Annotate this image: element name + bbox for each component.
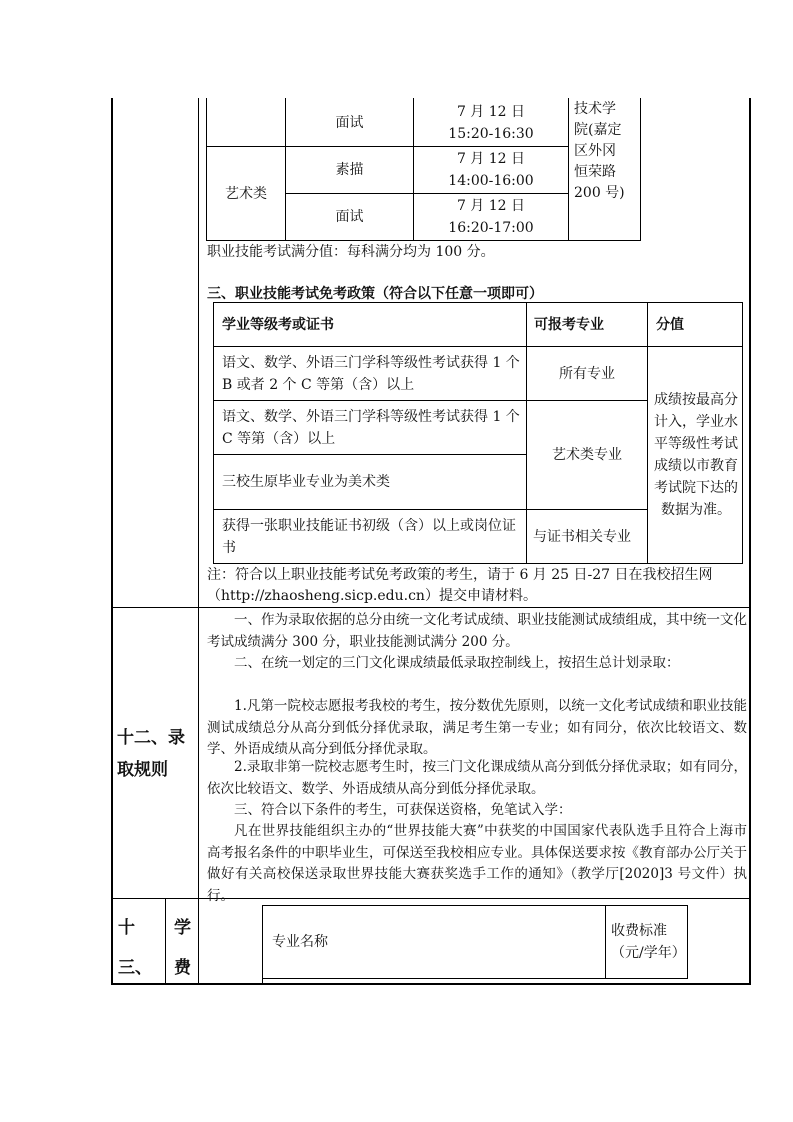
location-line: 区外冈	[574, 143, 616, 159]
grid-line	[213, 563, 743, 564]
admission-paragraph: 三、符合以下条件的考生，可获保送资格，免笔试入学：	[234, 802, 572, 818]
header-cert: 学业等级考或证书	[222, 316, 334, 333]
full-score-note: 职业技能考试满分值：每科满分均为 100 分。	[207, 244, 495, 260]
cert-cell: 语文、数学、外语三门学科等级性考试获得 1 个 B 或者 2 个 C 等第（含）以上	[222, 354, 520, 393]
major-cell: 所有专业	[559, 365, 615, 382]
location-line: 技术学	[574, 101, 616, 117]
schedule-category: 艺术类	[225, 185, 267, 202]
grid-line	[647, 302, 648, 564]
outer-border-right	[749, 98, 751, 984]
schedule-date: 7 月 12 日	[456, 198, 526, 214]
section-13-label-line: 十	[118, 918, 135, 938]
schedule-datetime	[414, 99, 568, 146]
section-13-label-line: 三、	[118, 958, 152, 978]
fees-label-divider	[165, 898, 166, 984]
grid-line	[605, 905, 606, 979]
grid-line	[640, 98, 641, 241]
grid-line	[262, 978, 688, 979]
grid-line	[262, 905, 263, 984]
grid-line	[568, 98, 569, 241]
label-column-divider	[198, 98, 199, 984]
section-13-label-line: 学	[174, 918, 191, 938]
section-13-label-a	[118, 908, 164, 988]
header-score: 分值	[656, 316, 684, 333]
section-12-label-line: 十二、录	[117, 728, 185, 748]
grid-line	[742, 302, 743, 564]
schedule-date: 7 月 12 日	[456, 151, 526, 167]
section-13-label-b	[174, 908, 196, 988]
schedule-time: 14:00-16:00	[448, 173, 534, 189]
cert-cell: 语文、数学、外语三门学科等级性考试获得 1 个 C 等第（含）以上	[222, 408, 520, 447]
exemption-heading: 三、职业技能考试免考政策（符合以下任意一项即可）	[207, 286, 543, 302]
schedule-date: 7 月 12 日	[456, 103, 526, 120]
location-line: 200 号)	[574, 185, 625, 201]
fees-header-major: 专业名称	[272, 934, 328, 950]
grid-line	[206, 240, 641, 241]
cert-cell: 三校生原毕业专业为美术类	[222, 474, 390, 490]
schedule-time: 16:20-17:00	[448, 220, 534, 236]
admission-paragraph: 一、作为录取依据的总分由统一文化考试成绩、职业技能测试成绩组成，其中统一文化考试成绩满分 300 分，职业技能测试满分 200 分。	[207, 612, 747, 650]
score-note: 成绩按最高分计入，学业水平等级性考试成绩以市教育考试院下达的数据为准。	[654, 392, 738, 518]
section-12-label	[117, 722, 197, 786]
admission-paragraph: 二、在统一划定的三门文化课成绩最低录取控制线上，按招生总计划录取：	[234, 655, 680, 671]
schedule-datetime	[414, 147, 568, 193]
header-major: 可报考专业	[534, 316, 604, 333]
major-cell: 艺术类专业	[552, 447, 622, 463]
schedule-item: 素描	[335, 162, 364, 178]
admission-paragraph: 1.凡第一院校志愿报考我校的考生，按分数优先原则，以统一文化考试成绩和职业技能测试成绩总分从高分到低分择优录取，满足考生第一专业；如有同分，依次比较语文、数学、外语成绩从高分到低分择优录取。	[207, 698, 747, 757]
outer-border-left	[111, 98, 113, 984]
section-13-label-line: 费	[174, 958, 191, 978]
admission-paragraph: 2.录取非第一院校志愿考生时，按三门文化课成绩从高分到低分择优录取；如有同分，依次比较语文、数学、外语成绩从高分到低分择优录取。	[207, 759, 747, 797]
major-cell: 与证书相关专业	[533, 528, 631, 545]
cert-cell: 获得一张职业技能证书初级（含）以上或岗位证书	[222, 517, 516, 556]
outer-border-bottom	[111, 983, 751, 985]
schedule-datetime	[414, 194, 568, 240]
location-line: 院(嘉定	[574, 122, 622, 138]
grid-line	[687, 905, 688, 979]
fees-header-fee: 收费标准（元/学年）	[611, 923, 686, 961]
section-divider-12	[111, 607, 751, 608]
admission-paragraph: 凡在世界技能组织主办的“世界技能大赛”中获奖的中国国家代表队选手且符合上海市高考报名条件的中职毕业生，可保送至我校相应专业。具体保送要求按《教育部办公厅关于做好有关高校保送录取世界技能大赛获奖选手工作的通知》（教学厅[2020]3 号文件）执行。	[207, 823, 747, 904]
exemption-footnote: 注：符合以上职业技能考试免考政策的考生，请于 6 月 25 日-27 日在我校招生网（http://zhaosheng.sicp.edu.cn）提交申请材料。	[207, 567, 713, 604]
exam-location	[574, 99, 638, 204]
schedule-item: 面试	[335, 209, 364, 225]
schedule-item: 面试	[335, 114, 364, 131]
section-12-label-line: 取规则	[117, 760, 168, 780]
schedule-time: 15:20-16:30	[448, 125, 534, 142]
location-line: 恒荣路	[574, 164, 616, 180]
grid-line	[213, 302, 214, 564]
